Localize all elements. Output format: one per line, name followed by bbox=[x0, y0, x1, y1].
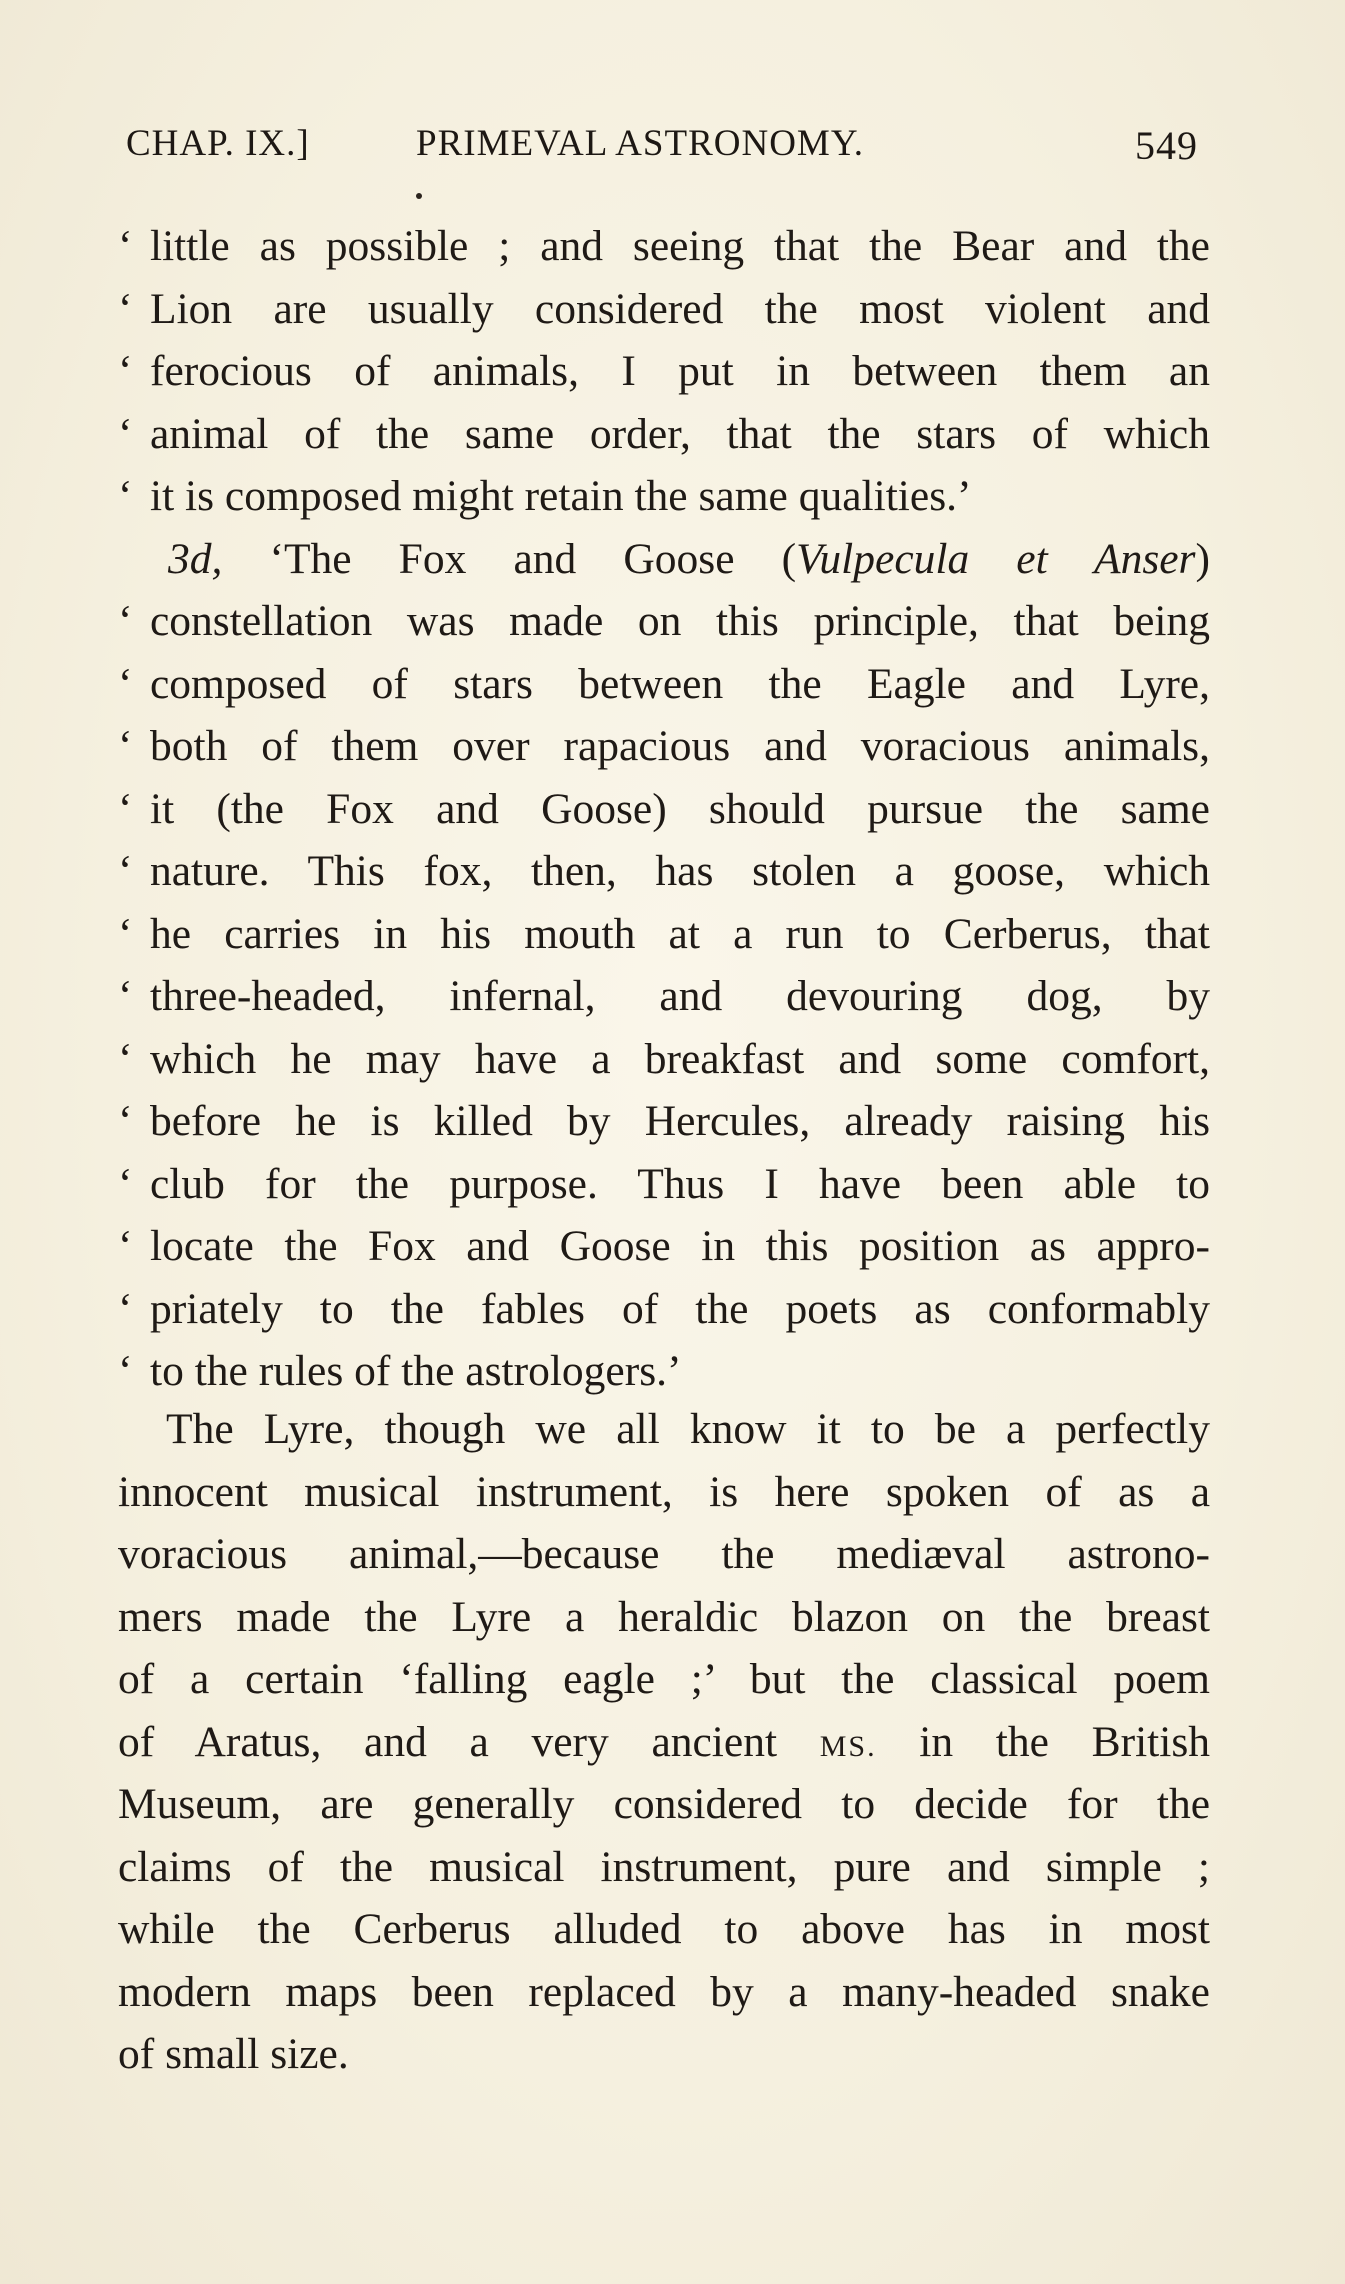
text-line: ‘ Lion are usually considered the most violent and bbox=[118, 284, 1210, 333]
text-line: ‘ constellation was made on this principle, that being bbox=[118, 597, 1210, 645]
text-line: The Lyre, though we all know it to be a perfectly bbox=[166, 1405, 1210, 1453]
running-header bbox=[126, 122, 1198, 172]
quotation-block bbox=[118, 215, 1210, 1403]
text-line: ‘ to the rules of the astrologers.’ bbox=[118, 1347, 682, 1395]
page-number: 549 bbox=[1135, 123, 1198, 168]
text-line: Museum, are generally considered to decide for the bbox=[118, 1780, 1210, 1828]
text-line: ‘ composed of stars between the Eagle and Lyre, bbox=[118, 659, 1210, 708]
text-line: claims of the musical instrument, pure and simple ; bbox=[118, 1842, 1210, 1891]
text-line: ‘ which he may have a breakfast and some comfort, bbox=[118, 1034, 1210, 1083]
text-line: while the Cerberus alluded to above has in most bbox=[118, 1905, 1210, 1953]
text-line: ‘ ferocious of animals, I put in between them an bbox=[118, 347, 1210, 395]
text-line: ‘ locate the Fox and Goose in this position as appro- bbox=[118, 1222, 1210, 1270]
text-line: ‘ little as possible ; and seeing that the Bear and the bbox=[118, 222, 1210, 270]
text-line: ‘ it (the Fox and Goose) should pursue the same bbox=[118, 784, 1210, 833]
manuscript-abbrev: MS. bbox=[819, 1729, 877, 1763]
text-line: mers made the Lyre a heraldic blazon on the breast bbox=[118, 1592, 1210, 1641]
chapter-label: CHAP. IX.] bbox=[126, 123, 310, 164]
text-line: ‘ animal of the same order, that the stars of which bbox=[118, 409, 1210, 458]
text-line: ‘ club for the purpose. Thus I have been able to bbox=[118, 1159, 1210, 1208]
text-line: ‘ it is composed might retain the same qualities.’ bbox=[118, 472, 972, 520]
text-line: of Aratus, and a very ancient MS. in the British bbox=[118, 1717, 1211, 1766]
third-label: 3d, bbox=[168, 534, 223, 583]
text-line: ‘ three-headed, infernal, and devouring dog, by bbox=[118, 972, 1210, 1020]
text-line: ‘ he carries in his mouth at a run to Cerberus, that bbox=[118, 909, 1210, 958]
text-line: ‘ both of them over rapacious and voracious animals, bbox=[118, 722, 1210, 770]
text-line: ‘ priately to the fables of the poets as conformably bbox=[118, 1284, 1210, 1333]
text-line: ‘ nature. This fox, then, has stolen a goose, which bbox=[118, 847, 1210, 895]
running-title: PRIMEVAL ASTRONOMY. bbox=[416, 123, 865, 164]
body-paragraph bbox=[118, 1398, 1210, 2086]
text-line: innocent musical instrument, is here spoken of as a bbox=[118, 1467, 1210, 1516]
text-line: voracious animal,—because the mediæval astrono- bbox=[118, 1530, 1210, 1578]
text-line: of small size. bbox=[118, 2030, 349, 2078]
text-line: ‘ before he is killed by Hercules, already raising his bbox=[118, 1097, 1210, 1145]
text-line: modern maps been replaced by a many-headed snake bbox=[118, 1967, 1210, 2016]
text-line-third-heading: 3d, ‘The Fox and Goose (Vulpecula et Anser) bbox=[168, 534, 1210, 583]
ink-speck bbox=[416, 193, 422, 199]
text-line: of a certain ‘falling eagle ;’ but the classical poem bbox=[118, 1655, 1210, 1703]
latin-name: Vulpecula et Anser bbox=[796, 534, 1196, 583]
